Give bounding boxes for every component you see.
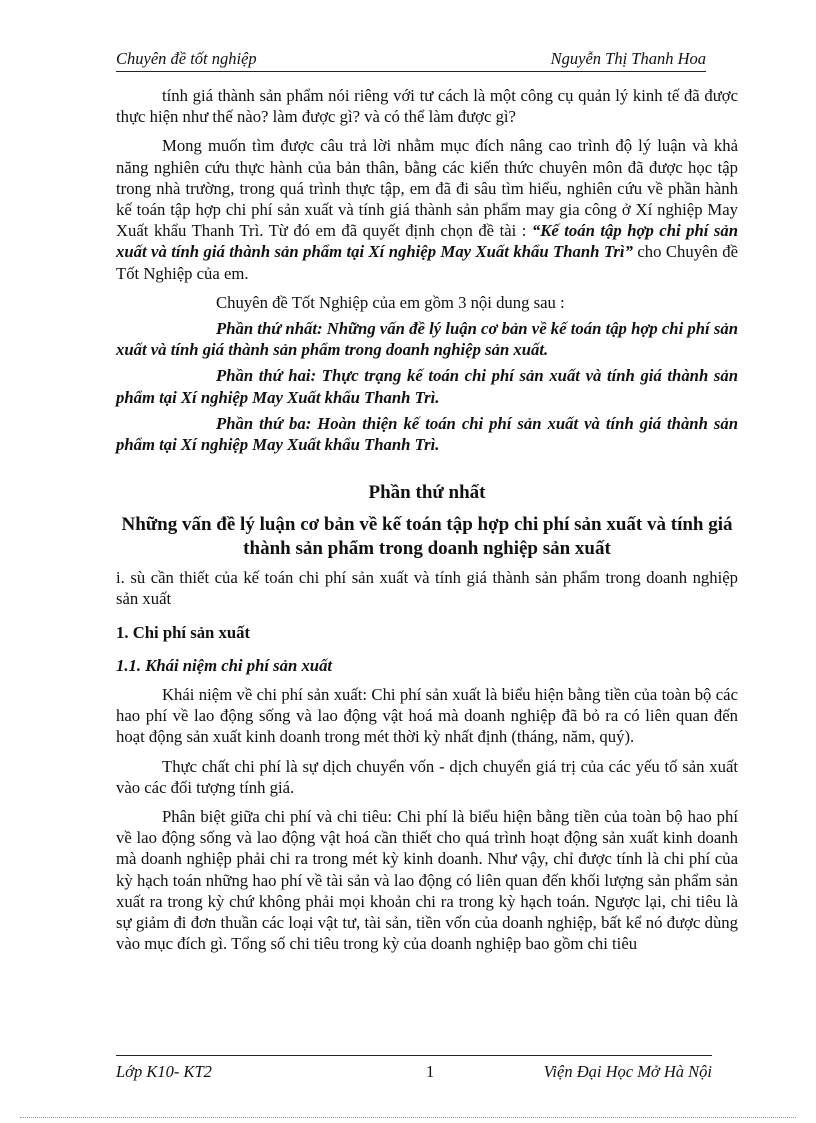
footer-left: Lớp K10- KT2	[116, 1062, 212, 1081]
part-one-summary: Phần thứ nhất: Những vấn đề lý luận cơ bản về kế toán tập hợp chi phí sản xuất và tính giá thành sản phẩm trong doanh nghiệp sản xuất.	[116, 319, 738, 360]
page-footer	[116, 1055, 712, 1082]
part-three-summary: Phần thứ ba: Hoàn thiện kế toán chi phí sản xuất và tính giá thành sản phẩm tại Xí nghiệp May Xuất khẩu Thanh Trì.	[116, 413, 738, 455]
paragraph-cost-vs-expense: Phân biệt giữa chi phí và chi tiêu: Chi phí là biểu hiện bằng tiền của toàn bộ hao phí về lao động sống và lao động vật hoá cần thiết cho quá trình hoạt động sản xuất kinh doanh mà doanh nghiệp phải chi ra trong mét kỳ kinh doanh. Như vậy, chỉ được tính là chi phí của kỳ hạch toán những hao phí về tài sản và lao động có liên quan đến khối lượng sản phẩm sản xuất ra trong kỳ chứ không phải mọi khoản chi ra trong kỳ hạch toán. Ngược lại, chi tiêu là sự giảm đi đơn thuần các loại vật tư, tài sản, tiền vốn của doanh nghiệp, bất kể nó được dùng vào mục đích gì. Tổng số chi tiêu trong kỳ của doanh nghiệp bao gồm chi tiêu	[116, 807, 738, 954]
motivation-tail: cho Chuyên đề Tốt Nghiệp của em.	[116, 242, 739, 283]
part-title: Những vấn đề lý luận cơ bản về kế toán tập hợp chi phí sản xuất và tính giá thành sản phẩm trong doanh nghiệp sản xuất	[121, 514, 733, 560]
header-left: Chuyên đề tốt nghiệp	[116, 49, 257, 68]
thesis-title: “Kế toán tập hợp chi phí sản xuất và tính giá thành sản phẩm tại Xí nghiệp May Xuất khẩu Thanh Trì”	[116, 221, 739, 262]
subsection-heading-1-1: 1.1. Khái niệm chi phí sản xuất	[116, 655, 333, 675]
subsection-heading-1: 1. Chi phí sản xuất	[116, 622, 251, 642]
part-two-summary: Phần thứ hai: Thực trạng kế toán chi phí sản xuất và tính giá thành sản phẩm tại Xí nghiệp May Xuất khẩu Thanh Trì.	[116, 366, 738, 407]
header-right: Nguyễn Thị Thanh Hoa	[550, 49, 706, 68]
paragraph-cost-essence: Thực chất chi phí là sự dịch chuyển vốn - dịch chuyển giá trị của các yếu tố sản xuất vào các đối tượng tính giá.	[116, 756, 738, 797]
paragraph-contents-intro: Chuyên đề Tốt Nghiệp của em gồm 3 nội dung sau :	[216, 292, 565, 312]
paragraph-intro-cont: tính giá thành sản phẩm nói riêng với tư cách là một công cụ quản lý kinh tế đã được thực hiện như thế nào? làm được gì? và có thể làm được gì?	[116, 86, 738, 127]
page-header	[116, 49, 706, 72]
part-heading: Phần thứ nhất	[368, 482, 486, 504]
paragraph-cost-definition: Khái niệm về chi phí sản xuất: Chi phí sản xuất là biểu hiện bằng tiền của toàn bộ các hao phí về lao động sống và lao động vật hoá mà doanh nghiệp đã bỏ ra có liên quan đến hoạt động sản xuất kinh doanh trong mét thời kỳ nhất định (tháng, năm, quý).	[116, 685, 738, 747]
footer-right: Viện Đại Học Mở Hà Nội	[543, 1062, 712, 1081]
page-body	[116, 85, 738, 955]
page-number: 1	[426, 1062, 435, 1081]
motivation-text: Mong muốn tìm được câu trả lời nhằm mục đích nâng cao trình độ lý luận và khả năng nghiên cứu thực hành của bản thân, bằng các kiến thức chuyên môn đã được học tập trong nhà trường, trong quá trình thực tập, em đã đi sâu tìm hiểu, nghiên cứu về phần hành kế toán tập hợp chi phí sản xuất và tính giá thành sản phẩm may gia công ở Xí nghiệp May Xuất khẩu Thanh Trì. Từ đó em đã quyết định chọn đề tài :	[116, 136, 738, 241]
page-break-line	[20, 1117, 796, 1118]
section-heading-i: i. sù cần thiết của kế toán chi phí sản xuất và tính giá thành sản phẩm trong doanh nghiệp sản xuất	[116, 568, 738, 609]
paragraph-motivation	[116, 135, 738, 283]
